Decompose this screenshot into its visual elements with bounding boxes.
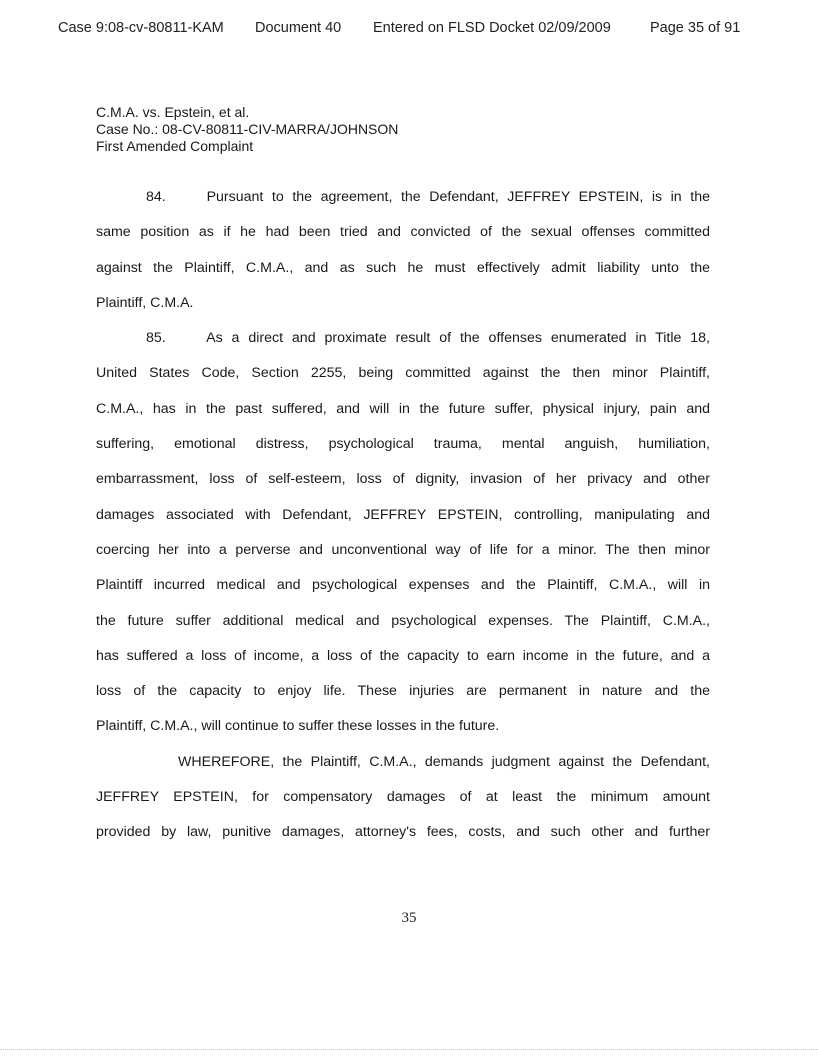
paragraph-line: damages associated with Defendant, JEFFREY EPSTEIN, controlling, manipulating and	[96, 506, 710, 523]
docket-page-count: Page 35 of 91	[650, 20, 741, 36]
paragraph-number: 84.	[146, 189, 166, 205]
docket-header	[58, 20, 758, 40]
paragraph-line: United States Code, Section 2255, being committed against the then minor Plaintiff,	[96, 365, 710, 382]
paragraph-line: has suffered a loss of income, a loss of the capacity to earn income in the future, and a	[96, 647, 710, 664]
page-number: 35	[401, 910, 417, 926]
docket-entered-date: Entered on FLSD Docket 02/09/2009	[373, 20, 611, 36]
paragraph-line: against the Plaintiff, C.M.A., and as such he must effectively admit liability unto the	[96, 259, 710, 276]
complaint-body	[96, 180, 710, 851]
paragraph-line: JEFFREY EPSTEIN, for compensatory damages of at least the minimum amount	[96, 789, 710, 806]
paragraph-line: same position as if he had been tried and convicted of the sexual offenses committed	[96, 224, 710, 241]
paragraph-line: Plaintiff, C.M.A.	[96, 294, 194, 311]
docket-document-number: Document 40	[255, 20, 342, 36]
paragraph-line: suffering, emotional distress, psychological trauma, mental anguish, humiliation,	[96, 436, 710, 453]
page-bottom-divider	[0, 1049, 818, 1051]
wherefore-clause	[96, 745, 710, 851]
paragraph-line: WHEREFORE, the Plaintiff, C.M.A., demands judgment against the Defendant,	[178, 753, 710, 770]
paragraph-84	[96, 180, 710, 321]
docket-case-number: Case 9:08-cv-80811-KAM	[58, 20, 224, 36]
paragraph-line: embarrassment, loss of self-esteem, loss of dignity, invasion of her privacy and other	[96, 471, 710, 488]
paragraph-number: 85.	[146, 330, 166, 347]
paragraph-line: Plaintiff, C.M.A., will continue to suffer these losses in the future.	[96, 718, 500, 735]
paragraph-line: 85. As a direct and proximate result of the offenses enumerated in Title 18,	[96, 321, 710, 356]
paragraph-line: provided by law, punitive damages, attorney's fees, costs, and such other and further	[96, 824, 710, 841]
paragraph-line: the future suffer additional medical and psychological expenses. The Plaintiff, C.M.A.,	[96, 612, 710, 629]
caption-parties: C.M.A. vs. Epstein, et al.	[96, 104, 250, 120]
paragraph-line: C.M.A., has in the past suffered, and will in the future suffer, physical injury, pain and	[96, 400, 710, 417]
paragraph-line: 84. Pursuant to the agreement, the Defendant, JEFFREY EPSTEIN, is in the	[96, 180, 710, 215]
paragraph-line: coercing her into a perverse and unconventional way of life for a minor. The then minor	[96, 541, 710, 558]
paragraph-line: Plaintiff incurred medical and psychological expenses and the Plaintiff, C.M.A., will in	[96, 577, 710, 594]
caption-case-number: Case No.: 08-CV-80811-CIV-MARRA/JOHNSON	[96, 121, 399, 137]
paragraph-85	[96, 321, 710, 745]
paragraph-line: loss of the capacity to enjoy life. These injuries are permanent in nature and the	[96, 683, 710, 700]
caption-document-title: First Amended Complaint	[96, 138, 254, 154]
case-caption	[96, 104, 398, 155]
